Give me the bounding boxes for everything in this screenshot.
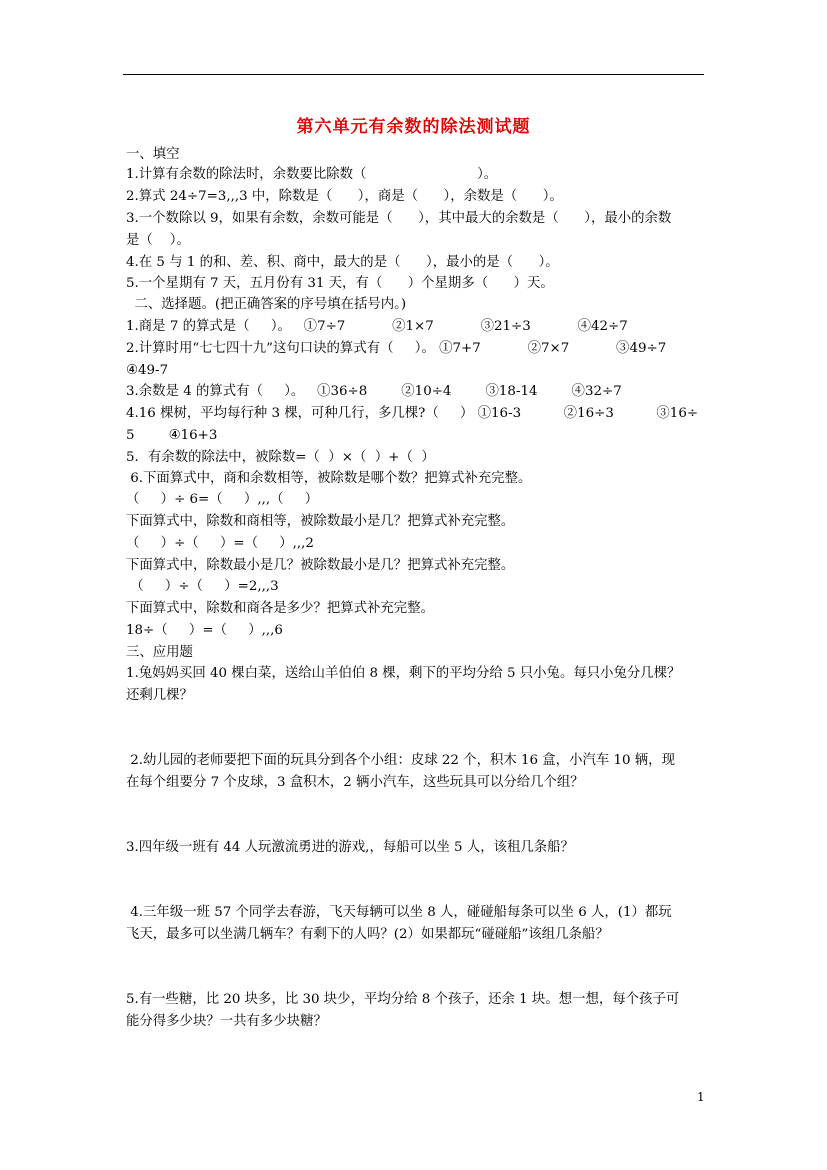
text-line: 2.计算时用“七七四十九”这句口诀的算式有（ ）。 ①7+7 ②7×7 ③49÷7 [126,341,667,356]
text-line: ④49-7 [126,363,169,378]
text-line: 下面算式中，除数和商各是多少？把算式补充完整。 [126,601,434,616]
text-line: 飞天，最多可以坐满几辆车？有剩下的人吗？(2）如果都玩“碰碰船”该组几条船？ [126,927,609,942]
text-line: 是（ ）。 [126,233,190,248]
text-line: 3.余数是 4 的算式有（ ）。 ①36÷8 ②10÷4 ③18-14 ④32÷7 [126,384,622,399]
text-line: 18÷（ ）=（ ）,,,6 [126,623,283,638]
text-line: 1.商是 7 的算式是（ ）。 ①7÷7 ②1×7 ③21÷3 ④42÷7 [126,319,628,334]
text-line: 二、选择题。(把正确答案的序号填在括号内。) [126,297,407,312]
text-line: 三、应用题 [126,645,193,660]
page-title: 第六单元有余数的除法测试题 [296,117,531,137]
text-line: （ ）÷（ ）=2,,,3 [126,579,279,594]
text-line: 5 ④16+3 [126,428,218,443]
text-line: 还剩几棵？ [126,688,193,703]
page-number: 1 [697,1090,705,1104]
text-line: 5．有余数的除法中，被除数=（ ）×（ ）+（ ） [126,450,435,465]
text-line: 5.一个星期有 7 天，五月份有 31 天，有（ ）个星期多（ ）天。 [126,276,554,291]
text-line: 2.算式 24÷7=3,,,3 中，除数是（ ），商是（ ），余数是（ ）。 [126,189,563,204]
text-line: 下面算式中，除数和商相等，被除数最小是几？把算式补充完整。 [126,514,515,529]
text-line: 在每个组要分 7 个皮球，3 盒积木，2 辆小汽车，这些玩具可以分给几个组？ [126,775,584,790]
text-line: （ ）÷（ ）=（ ）,,,2 [126,536,314,551]
text-line: 1.计算有余数的除法时，余数要比除数（ ）。 [126,167,498,182]
text-line: 3.四年级一班有 44 人玩激流勇进的游戏,，每船可以坐 5 人，该租几条船？ [126,840,574,855]
text-line: 下面算式中，除数最小是几？被除数最小是几？把算式补充完整。 [126,558,515,573]
text-line: 6.下面算式中，商和余数相等，被除数是哪个数？把算式补充完整。 [126,471,532,486]
text-line: 2.幼儿园的老师要把下面的玩具分到各个小组：皮球 22 个，积木 16 盒，小汽车 10 辆，现 [126,753,675,768]
text-line: 4.16 棵树，平均每行种 3 棵，可种几行，多几棵?（ ） ①16-3 ②16÷3 ③16÷ [126,406,699,421]
text-line: 4.在 5 与 1 的和、差、积、商中，最大的是（ ），最小的是（ ）。 [126,255,559,270]
text-line: 4.三年级一班 57 个同学去春游，飞天每辆可以坐 8 人，碰碰船每条可以坐 6 人，(1）都玩 [126,905,672,920]
text-line: 一、填空 [126,147,180,162]
text-line: 5.有一些糖，比 20 块多，比 30 块少，平均分给 8 个孩子，还余 1 块。想一想，每个孩子可 [126,992,680,1007]
text-line: 3.一个数除以 9，如果有余数，余数可能是（ ），其中最大的余数是（ ），最小的余数 [126,211,672,226]
text-line: 1.兔妈妈买回 40 棵白菜，送给山羊伯伯 8 棵，剩下的平均分给 5 只小兔。每只小兔分几棵？ [126,666,681,681]
text-line: 能分得多少块？一共有多少块糖？ [126,1014,327,1029]
header-rule [123,74,704,75]
text-line: （ ）÷ 6=（ ）,,,（ ） [126,492,319,507]
